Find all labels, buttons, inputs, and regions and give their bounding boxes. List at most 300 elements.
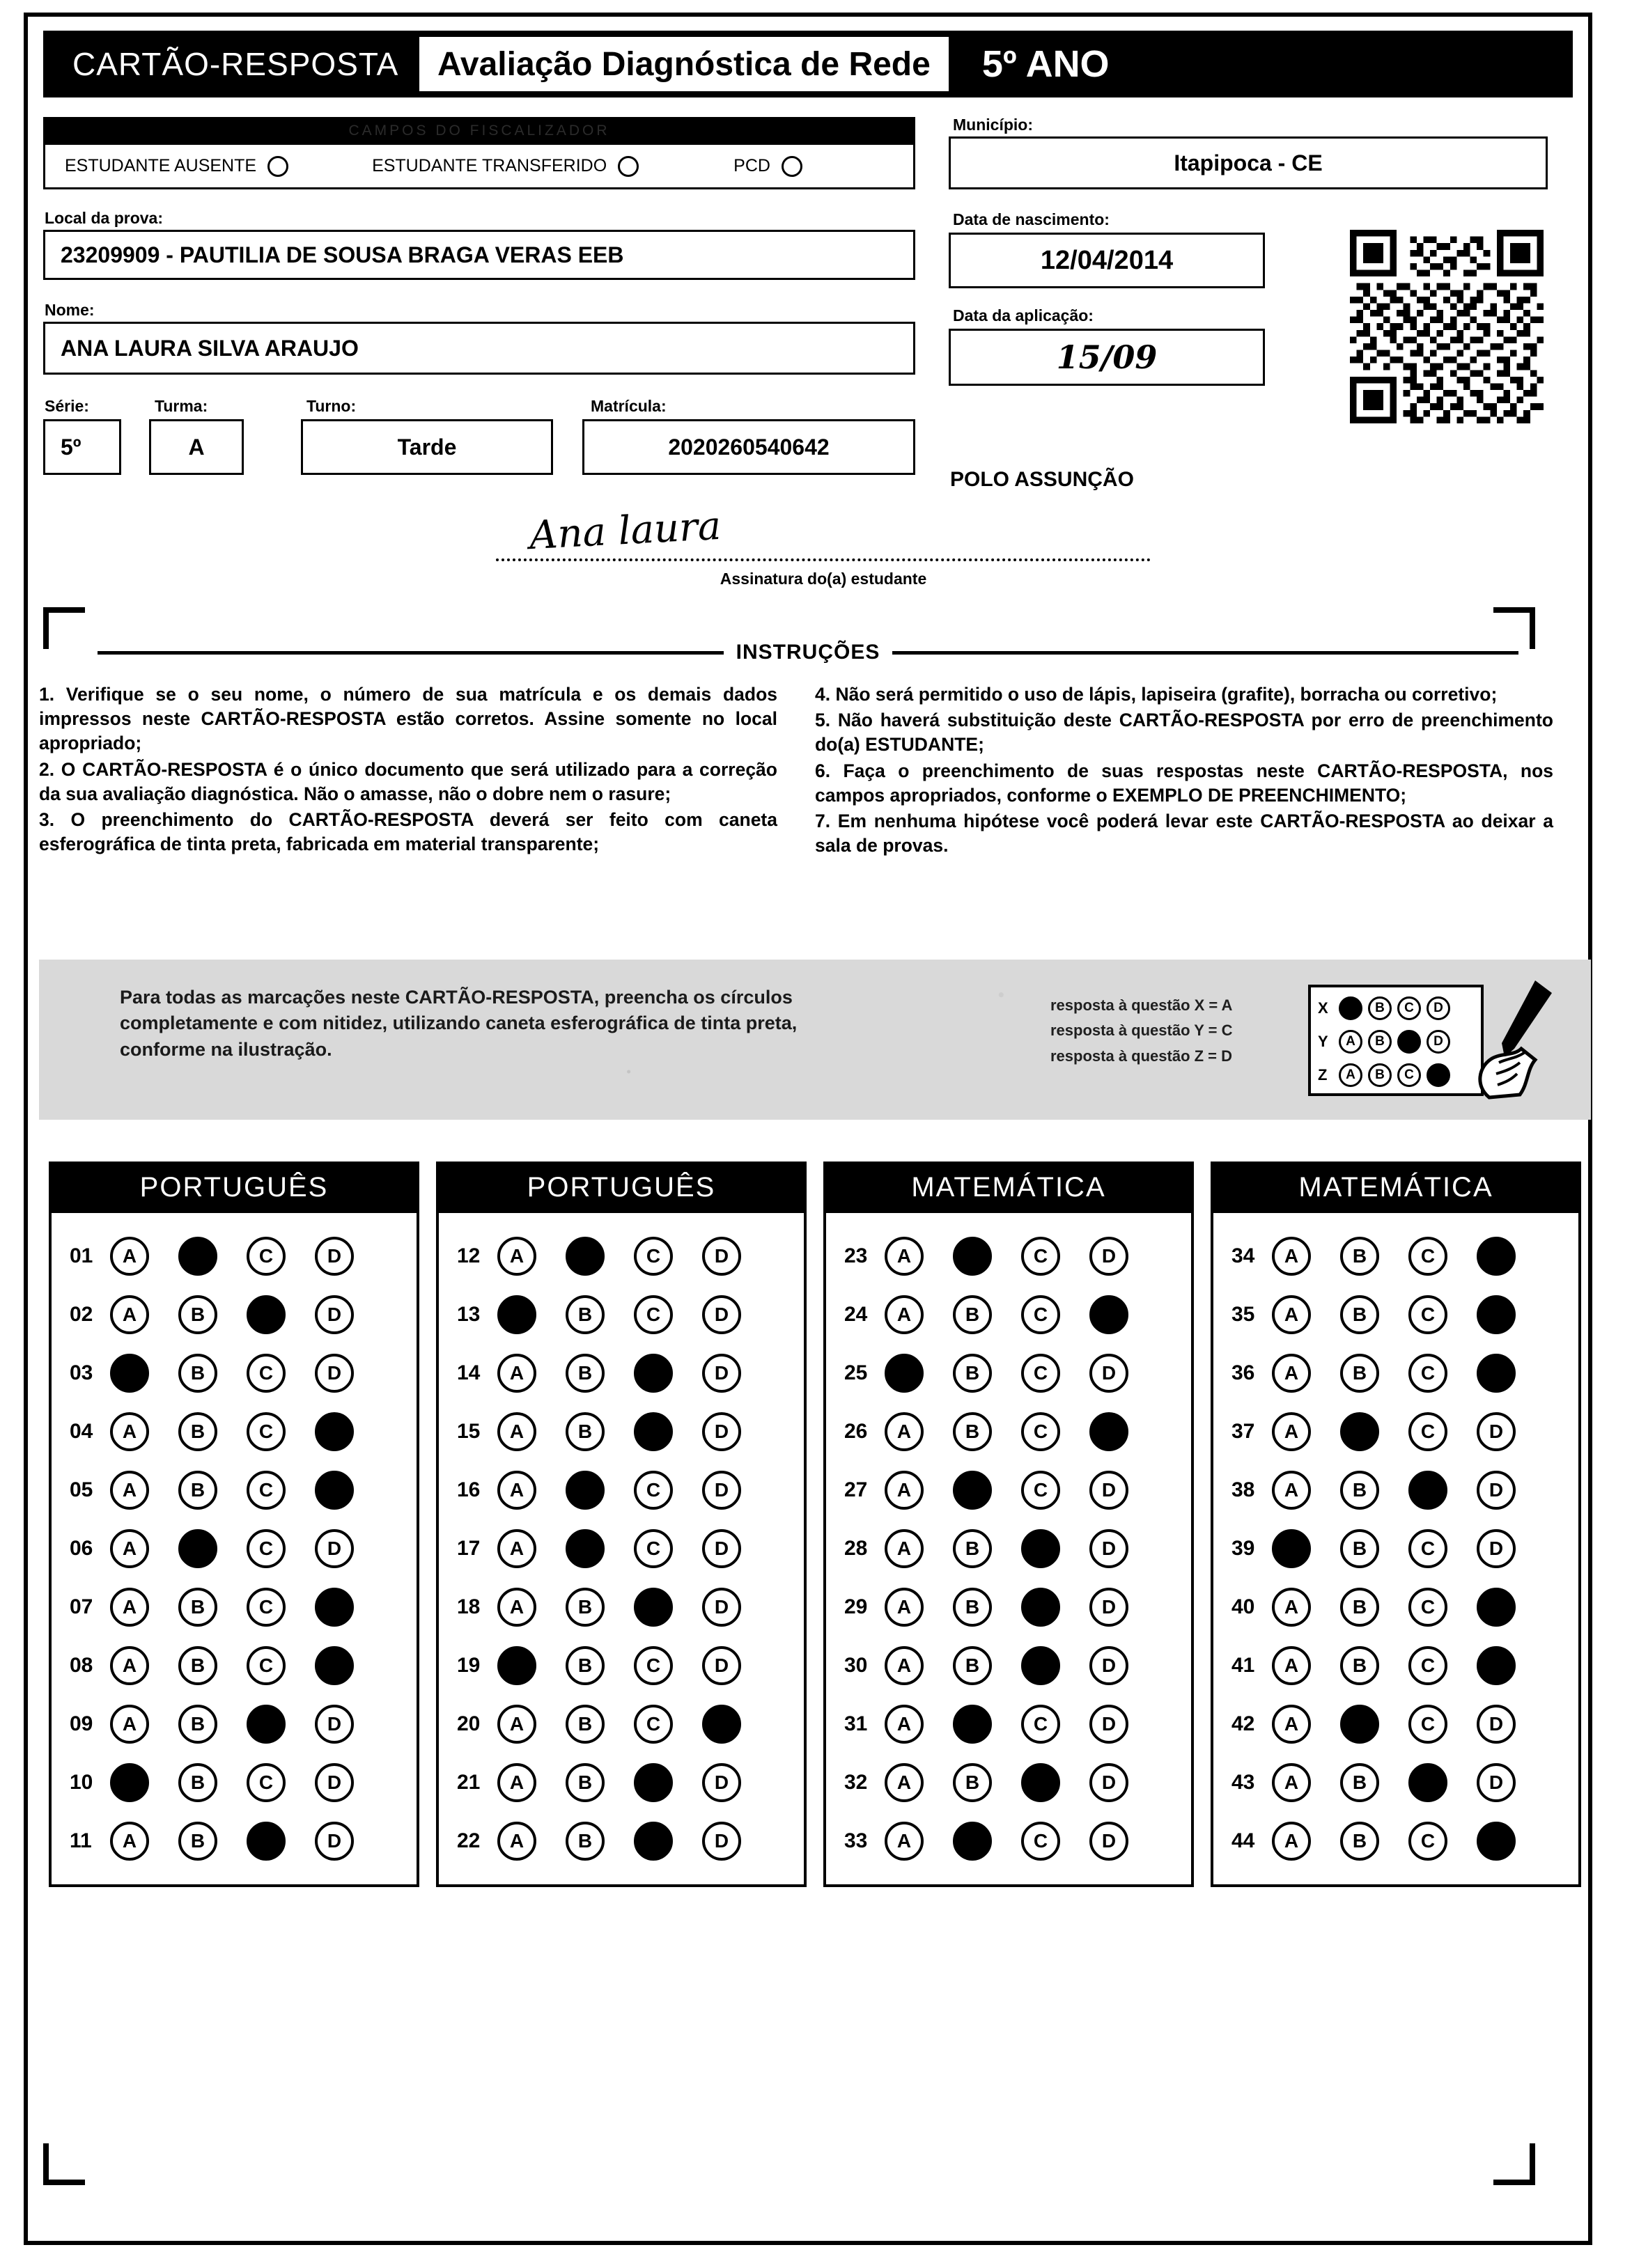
bubble-d[interactable]: D	[1477, 1763, 1516, 1802]
question-number: 01	[70, 1244, 93, 1267]
question-row-44[interactable]	[1213, 1812, 1578, 1870]
bubble-a[interactable]: A	[497, 1529, 536, 1568]
bubble-a[interactable]: A	[497, 1705, 536, 1744]
bubble-c[interactable]: C	[247, 1588, 286, 1627]
label-matricula: Matrícula:	[591, 397, 667, 415]
question-row-27[interactable]	[826, 1461, 1191, 1519]
field-nome[interactable]: ANA LAURA SILVA ARAUJO	[43, 322, 915, 375]
question-number: 24	[844, 1303, 868, 1326]
bubble-d[interactable]	[315, 1588, 354, 1627]
bubble-d[interactable]: D	[1477, 1471, 1516, 1510]
bubble-b[interactable]: B	[566, 1412, 605, 1451]
bubble-d[interactable]: D	[1089, 1237, 1128, 1276]
bubble-c[interactable]: C	[1021, 1237, 1060, 1276]
question-row-42[interactable]	[1213, 1695, 1578, 1753]
question-row-36[interactable]	[1213, 1344, 1578, 1402]
bubble-a[interactable]: A	[1272, 1237, 1311, 1276]
bubble-c[interactable]: C	[247, 1412, 286, 1451]
bubble-d[interactable]	[1089, 1412, 1128, 1451]
question-row-24[interactable]	[826, 1285, 1191, 1344]
bubble-a[interactable]: A	[885, 1471, 924, 1510]
hand-with-pen-icon	[1468, 975, 1573, 1107]
example-bubble-a	[1339, 996, 1362, 1020]
bubble-c[interactable]	[1021, 1529, 1060, 1568]
bubble-b[interactable]	[566, 1237, 605, 1276]
field-data-aplicacao[interactable]: 15/09	[949, 329, 1265, 386]
filling-example-text: Para todas as marcações neste CARTÃO-RESPOSTA, preencha os círculos completamente e com nitidez, utilizando caneta esferográfica de tinta preta, conforme na ilustração.	[120, 987, 798, 1060]
bubble-b[interactable]: B	[953, 1588, 992, 1627]
bubble-c[interactable]: C	[247, 1354, 286, 1393]
bubble-c[interactable]: C	[1021, 1295, 1060, 1334]
question-number: 08	[70, 1654, 93, 1677]
bubble-d[interactable]: D	[702, 1412, 741, 1451]
bubble-a[interactable]: A	[1272, 1471, 1311, 1510]
bubble-a[interactable]: A	[885, 1412, 924, 1451]
bubble-d[interactable]: D	[702, 1295, 741, 1334]
question-row-12[interactable]	[439, 1227, 804, 1285]
bubble-c[interactable]: C	[634, 1471, 673, 1510]
question-row-25[interactable]	[826, 1344, 1191, 1402]
question-number: 23	[844, 1244, 868, 1267]
question-row-28[interactable]	[826, 1519, 1191, 1578]
option-estudante-ausente[interactable]	[65, 156, 288, 177]
question-number: 34	[1231, 1244, 1255, 1267]
bubble-b[interactable]: B	[178, 1588, 217, 1627]
question-row-01[interactable]	[52, 1227, 417, 1285]
bubble-b[interactable]: B	[1340, 1354, 1379, 1393]
bubble-a[interactable]: A	[885, 1237, 924, 1276]
bubble-b[interactable]	[953, 1822, 992, 1861]
bubble-c[interactable]: C	[1021, 1354, 1060, 1393]
bubble-a[interactable]: A	[885, 1295, 924, 1334]
instruction-item: 3. O preenchimento do CARTÃO-RESPOSTA deverá ser feito com caneta esferográfica de tinta preta, fabricada em material transparente;	[39, 809, 777, 855]
bubble-a[interactable]: A	[110, 1237, 149, 1276]
bubble-c[interactable]	[1408, 1763, 1447, 1802]
bubble-d[interactable]: D	[1089, 1529, 1128, 1568]
question-number: 30	[844, 1654, 868, 1677]
question-row-43[interactable]	[1213, 1753, 1578, 1812]
bubble-c[interactable]: C	[1408, 1529, 1447, 1568]
bubble-a[interactable]: A	[110, 1529, 149, 1568]
field-data-nascimento[interactable]: 12/04/2014	[949, 233, 1265, 288]
question-row-17[interactable]	[439, 1519, 804, 1578]
bubble-d[interactable]: D	[1089, 1471, 1128, 1510]
question-row-07[interactable]	[52, 1578, 417, 1636]
bubble-d[interactable]	[315, 1471, 354, 1510]
question-number: 39	[1231, 1537, 1255, 1560]
bubble-c[interactable]	[634, 1412, 673, 1451]
field-municipio[interactable]: Itapipoca - CE	[949, 136, 1548, 189]
question-row-21[interactable]	[439, 1753, 804, 1812]
bubble-a[interactable]: A	[497, 1822, 536, 1861]
answer-column-4	[1211, 1162, 1581, 1887]
question-number: 29	[844, 1595, 868, 1618]
bubble-c[interactable]: C	[1408, 1822, 1447, 1861]
question-row-23[interactable]	[826, 1227, 1191, 1285]
bubble-d[interactable]: D	[315, 1705, 354, 1744]
bubble-a[interactable]	[110, 1354, 149, 1393]
question-row-19[interactable]	[439, 1636, 804, 1695]
bubble-b[interactable]: B	[953, 1295, 992, 1334]
question-number: 28	[844, 1537, 868, 1560]
bubble-a[interactable]: A	[497, 1354, 536, 1393]
bubble-d[interactable]: D	[1089, 1705, 1128, 1744]
bubble-d[interactable]: D	[1477, 1529, 1516, 1568]
example-row-y	[1315, 1025, 1477, 1058]
bubble-d[interactable]: D	[1089, 1588, 1128, 1627]
bubble-c[interactable]: C	[1021, 1705, 1060, 1744]
bubble-c[interactable]	[1021, 1763, 1060, 1802]
bubble-b[interactable]: B	[1340, 1822, 1379, 1861]
example-bubble-d	[1427, 1063, 1450, 1087]
bubble-a[interactable]: A	[885, 1763, 924, 1802]
bubble-a[interactable]: A	[110, 1822, 149, 1861]
bubble-a[interactable]: A	[885, 1705, 924, 1744]
bubble-a[interactable]: A	[1272, 1295, 1311, 1334]
bubble-c[interactable]: C	[1021, 1822, 1060, 1861]
bubble-d[interactable]	[1477, 1237, 1516, 1276]
question-number: 09	[70, 1712, 93, 1735]
bubble-c[interactable]	[1408, 1471, 1447, 1510]
question-row-22[interactable]	[439, 1812, 804, 1870]
bubble-c[interactable]: C	[634, 1646, 673, 1685]
example-bubble-b: B	[1368, 1063, 1392, 1087]
bubble-d[interactable]: D	[315, 1237, 354, 1276]
bubble-d[interactable]: D	[702, 1529, 741, 1568]
bubble-b[interactable]: B	[566, 1295, 605, 1334]
bubble-d[interactable]	[315, 1412, 354, 1451]
label-local-prova: Local da prova:	[45, 209, 163, 227]
question-number: 02	[70, 1303, 93, 1326]
bubble-d[interactable]: D	[315, 1763, 354, 1802]
field-turno[interactable]: Tarde	[301, 419, 553, 475]
bubble-a[interactable]: A	[497, 1237, 536, 1276]
bubble-c[interactable]: C	[1408, 1412, 1447, 1451]
option-estudante-ausente-label: ESTUDANTE AUSENTE	[65, 156, 257, 175]
question-number: 44	[1231, 1829, 1255, 1852]
bubble-icon[interactable]	[618, 156, 639, 177]
example-row-label: X	[1318, 999, 1328, 1017]
bubble-a[interactable]: A	[497, 1588, 536, 1627]
bubble-d[interactable]: D	[315, 1295, 354, 1334]
bubble-c[interactable]	[247, 1822, 286, 1861]
bubble-b[interactable]	[178, 1237, 217, 1276]
question-row-38[interactable]	[1213, 1461, 1578, 1519]
bubble-c[interactable]: C	[1408, 1705, 1447, 1744]
bubble-b[interactable]: B	[566, 1822, 605, 1861]
bubble-b[interactable]: B	[566, 1705, 605, 1744]
bubble-d[interactable]	[1089, 1295, 1128, 1334]
question-row-35[interactable]	[1213, 1285, 1578, 1344]
bubble-b[interactable]	[953, 1471, 992, 1510]
question-row-30[interactable]	[826, 1636, 1191, 1695]
bubble-c[interactable]: C	[247, 1237, 286, 1276]
bubble-b[interactable]: B	[1340, 1237, 1379, 1276]
bubble-d[interactable]: D	[702, 1822, 741, 1861]
field-local-prova[interactable]: 23209909 - PAUTILIA DE SOUSA BRAGA VERAS EEB	[43, 230, 915, 280]
bubble-d[interactable]: D	[315, 1529, 354, 1568]
bubble-c[interactable]: C	[247, 1529, 286, 1568]
bubble-a[interactable]: A	[885, 1588, 924, 1627]
bubble-d[interactable]	[1477, 1822, 1516, 1861]
bubble-a[interactable]	[1272, 1529, 1311, 1568]
bubble-b[interactable]	[953, 1237, 992, 1276]
qr-code-icon	[1350, 230, 1544, 423]
bubble-b[interactable]	[566, 1471, 605, 1510]
bubble-d[interactable]: D	[702, 1646, 741, 1685]
column-title: PORTUGUÊS	[49, 1162, 419, 1213]
bubble-b[interactable]: B	[1340, 1471, 1379, 1510]
instructions-header	[98, 641, 1518, 664]
instruction-item: 7. Em nenhuma hipótese você poderá levar este CARTÃO-RESPOSTA ao deixar a sala de provas.	[815, 811, 1553, 857]
instruction-item: 5. Não haverá substituição deste CARTÃO-RESPOSTA por erro de preenchimento do(a) ESTUDANTE;	[815, 710, 1553, 756]
bubble-b[interactable]: B	[566, 1646, 605, 1685]
question-row-40[interactable]	[1213, 1578, 1578, 1636]
bubble-a[interactable]: A	[110, 1705, 149, 1744]
question-row-37[interactable]	[1213, 1402, 1578, 1461]
question-row-14[interactable]	[439, 1344, 804, 1402]
bubble-b[interactable]: B	[1340, 1646, 1379, 1685]
bubble-icon[interactable]	[267, 156, 288, 177]
bubble-c[interactable]	[634, 1354, 673, 1393]
column-body	[1211, 1213, 1581, 1887]
bubble-a[interactable]: A	[1272, 1705, 1311, 1744]
signature-handwriting: Ana laura	[528, 503, 722, 559]
question-row-08[interactable]	[52, 1636, 417, 1695]
bubble-d[interactable]: D	[702, 1237, 741, 1276]
bubble-b[interactable]: B	[953, 1763, 992, 1802]
question-number: 41	[1231, 1654, 1255, 1677]
bubble-d[interactable]: D	[702, 1588, 741, 1627]
bubble-b[interactable]: B	[566, 1354, 605, 1393]
question-number: 15	[457, 1420, 481, 1443]
question-row-05[interactable]	[52, 1461, 417, 1519]
question-number: 11	[70, 1829, 92, 1852]
header-left-title: CARTÃO-RESPOSTA	[72, 46, 399, 82]
bubble-a[interactable]: A	[885, 1529, 924, 1568]
question-number: 21	[457, 1771, 481, 1794]
bubble-c[interactable]: C	[1408, 1588, 1447, 1627]
question-row-06[interactable]	[52, 1519, 417, 1578]
document-header	[43, 31, 1573, 97]
question-number: 38	[1231, 1478, 1255, 1501]
bubble-a[interactable]: A	[885, 1822, 924, 1861]
question-row-31[interactable]	[826, 1695, 1191, 1753]
bubble-d[interactable]: D	[315, 1354, 354, 1393]
fiscal-options-row	[43, 145, 915, 189]
bubble-d[interactable]: D	[702, 1763, 741, 1802]
answer-column-3	[823, 1162, 1194, 1887]
bubble-a[interactable]	[885, 1354, 924, 1393]
option-estudante-transferido-label: ESTUDANTE TRANSFERIDO	[372, 156, 607, 175]
column-title: MATEMÁTICA	[823, 1162, 1194, 1213]
bubble-b[interactable]: B	[953, 1354, 992, 1393]
bubble-b[interactable]: B	[953, 1412, 992, 1451]
bubble-d[interactable]: D	[1477, 1705, 1516, 1744]
bubble-b[interactable]: B	[566, 1588, 605, 1627]
bubble-a[interactable]: A	[110, 1588, 149, 1627]
bubble-a[interactable]: A	[110, 1471, 149, 1510]
bubble-a[interactable]: A	[110, 1646, 149, 1685]
column-body	[49, 1213, 419, 1887]
filling-example-legend	[1050, 993, 1232, 1069]
bubble-a[interactable]: A	[110, 1412, 149, 1451]
bubble-c[interactable]: C	[1408, 1354, 1447, 1393]
bubble-b[interactable]: B	[953, 1529, 992, 1568]
bubble-b[interactable]: B	[178, 1354, 217, 1393]
bubble-a[interactable]: A	[1272, 1646, 1311, 1685]
bubble-b[interactable]: B	[1340, 1295, 1379, 1334]
answer-column-1	[49, 1162, 419, 1887]
question-row-15[interactable]	[439, 1402, 804, 1461]
bubble-c[interactable]	[247, 1705, 286, 1744]
bubble-d[interactable]	[1477, 1588, 1516, 1627]
question-row-13[interactable]	[439, 1285, 804, 1344]
field-serie[interactable]: 5º	[43, 419, 121, 475]
question-row-02[interactable]	[52, 1285, 417, 1344]
question-row-16[interactable]	[439, 1461, 804, 1519]
bubble-c[interactable]: C	[247, 1646, 286, 1685]
bubble-c[interactable]: C	[1021, 1471, 1060, 1510]
label-serie: Série:	[45, 397, 89, 415]
bubble-d[interactable]	[315, 1646, 354, 1685]
question-row-32[interactable]	[826, 1753, 1191, 1812]
bubble-d[interactable]	[702, 1705, 741, 1744]
question-number: 22	[457, 1829, 481, 1852]
polo-label: POLO ASSUNÇÃO	[950, 468, 1134, 491]
question-row-20[interactable]	[439, 1695, 804, 1753]
question-row-29[interactable]	[826, 1578, 1191, 1636]
option-estudante-transferido[interactable]	[372, 156, 639, 177]
bubble-b[interactable]: B	[1340, 1763, 1379, 1802]
bubble-a[interactable]: A	[110, 1295, 149, 1334]
bubble-a[interactable]: A	[1272, 1412, 1311, 1451]
bubble-d[interactable]: D	[1089, 1646, 1128, 1685]
question-row-26[interactable]	[826, 1402, 1191, 1461]
bubble-b[interactable]: B	[178, 1705, 217, 1744]
rule-left	[98, 651, 724, 655]
bubble-b[interactable]	[953, 1705, 992, 1744]
bubble-b[interactable]: B	[1340, 1529, 1379, 1568]
bubble-c[interactable]: C	[1408, 1646, 1447, 1685]
label-nome: Nome:	[45, 301, 95, 319]
bubble-b[interactable]: B	[178, 1471, 217, 1510]
bubble-a[interactable]	[497, 1646, 536, 1685]
bubble-icon[interactable]	[782, 156, 802, 177]
question-row-04[interactable]	[52, 1402, 417, 1461]
question-row-18[interactable]	[439, 1578, 804, 1636]
bubble-d[interactable]: D	[702, 1354, 741, 1393]
corner-mark-bottom-right	[1493, 2143, 1535, 2185]
bubble-b[interactable]: B	[953, 1646, 992, 1685]
bubble-d[interactable]: D	[315, 1822, 354, 1861]
bubble-d[interactable]: D	[1089, 1822, 1128, 1861]
bubble-a[interactable]: A	[497, 1412, 536, 1451]
filling-example-grid	[1308, 985, 1484, 1096]
question-row-39[interactable]	[1213, 1519, 1578, 1578]
bubble-a[interactable]: A	[1272, 1588, 1311, 1627]
bubble-c[interactable]	[1021, 1588, 1060, 1627]
question-row-33[interactable]	[826, 1812, 1191, 1870]
signature-line	[496, 557, 1151, 561]
bubble-a[interactable]	[497, 1295, 536, 1334]
question-row-41[interactable]	[1213, 1636, 1578, 1695]
bubble-c[interactable]	[634, 1588, 673, 1627]
bubble-b[interactable]: B	[178, 1763, 217, 1802]
bubble-b[interactable]	[566, 1529, 605, 1568]
example-bubble-b: B	[1368, 996, 1392, 1020]
bubble-b[interactable]: B	[178, 1412, 217, 1451]
bubble-a[interactable]: A	[1272, 1822, 1311, 1861]
bubble-c[interactable]: C	[1021, 1412, 1060, 1451]
bubble-d[interactable]	[1477, 1295, 1516, 1334]
bubble-a[interactable]: A	[1272, 1763, 1311, 1802]
option-pcd[interactable]	[733, 156, 802, 177]
bubble-b[interactable]: B	[178, 1295, 217, 1334]
bubble-b[interactable]: B	[178, 1646, 217, 1685]
question-row-03[interactable]	[52, 1344, 417, 1402]
bubble-b[interactable]	[1340, 1705, 1379, 1744]
bubble-b[interactable]: B	[178, 1822, 217, 1861]
question-row-11[interactable]	[52, 1812, 417, 1870]
bubble-b[interactable]	[178, 1529, 217, 1568]
bubble-c[interactable]	[634, 1763, 673, 1802]
question-number: 04	[70, 1420, 93, 1443]
bubble-d[interactable]: D	[702, 1471, 741, 1510]
question-number: 37	[1231, 1420, 1255, 1443]
bubble-d[interactable]	[1477, 1354, 1516, 1393]
bubble-d[interactable]: D	[1089, 1354, 1128, 1393]
bubble-b[interactable]: B	[566, 1763, 605, 1802]
bubble-c[interactable]: C	[1408, 1295, 1447, 1334]
answer-column-2	[436, 1162, 807, 1887]
bubble-d[interactable]	[1477, 1646, 1516, 1685]
bubble-c[interactable]	[1021, 1646, 1060, 1685]
example-row-label: Y	[1318, 1033, 1328, 1050]
bubble-c[interactable]: C	[634, 1705, 673, 1744]
bubble-d[interactable]: D	[1477, 1412, 1516, 1451]
column-body	[823, 1213, 1194, 1887]
bubble-c[interactable]: C	[1408, 1237, 1447, 1276]
bubble-b[interactable]: B	[1340, 1588, 1379, 1627]
bubble-c[interactable]: C	[247, 1763, 286, 1802]
bubble-d[interactable]: D	[1089, 1763, 1128, 1802]
field-turma[interactable]: A	[149, 419, 244, 475]
question-number: 35	[1231, 1303, 1255, 1326]
question-row-34[interactable]	[1213, 1227, 1578, 1285]
question-number: 19	[457, 1654, 481, 1677]
bubble-a[interactable]: A	[885, 1646, 924, 1685]
bubble-c[interactable]: C	[634, 1237, 673, 1276]
bubble-c[interactable]: C	[634, 1529, 673, 1568]
field-matricula[interactable]: 2020260540642	[582, 419, 915, 475]
question-row-09[interactable]	[52, 1695, 417, 1753]
bubble-c[interactable]: C	[634, 1295, 673, 1334]
bubble-c[interactable]: C	[247, 1471, 286, 1510]
example-row-z	[1315, 1058, 1477, 1092]
question-row-10[interactable]	[52, 1753, 417, 1812]
bubble-b[interactable]	[1340, 1412, 1379, 1451]
bubble-a[interactable]: A	[497, 1471, 536, 1510]
question-number: 33	[844, 1829, 868, 1852]
question-number: 40	[1231, 1595, 1255, 1618]
bubble-c[interactable]	[247, 1295, 286, 1334]
bubble-c[interactable]	[634, 1822, 673, 1861]
bubble-a[interactable]: A	[1272, 1354, 1311, 1393]
bubble-a[interactable]	[110, 1763, 149, 1802]
bubble-a[interactable]: A	[497, 1763, 536, 1802]
question-number: 16	[457, 1478, 481, 1501]
